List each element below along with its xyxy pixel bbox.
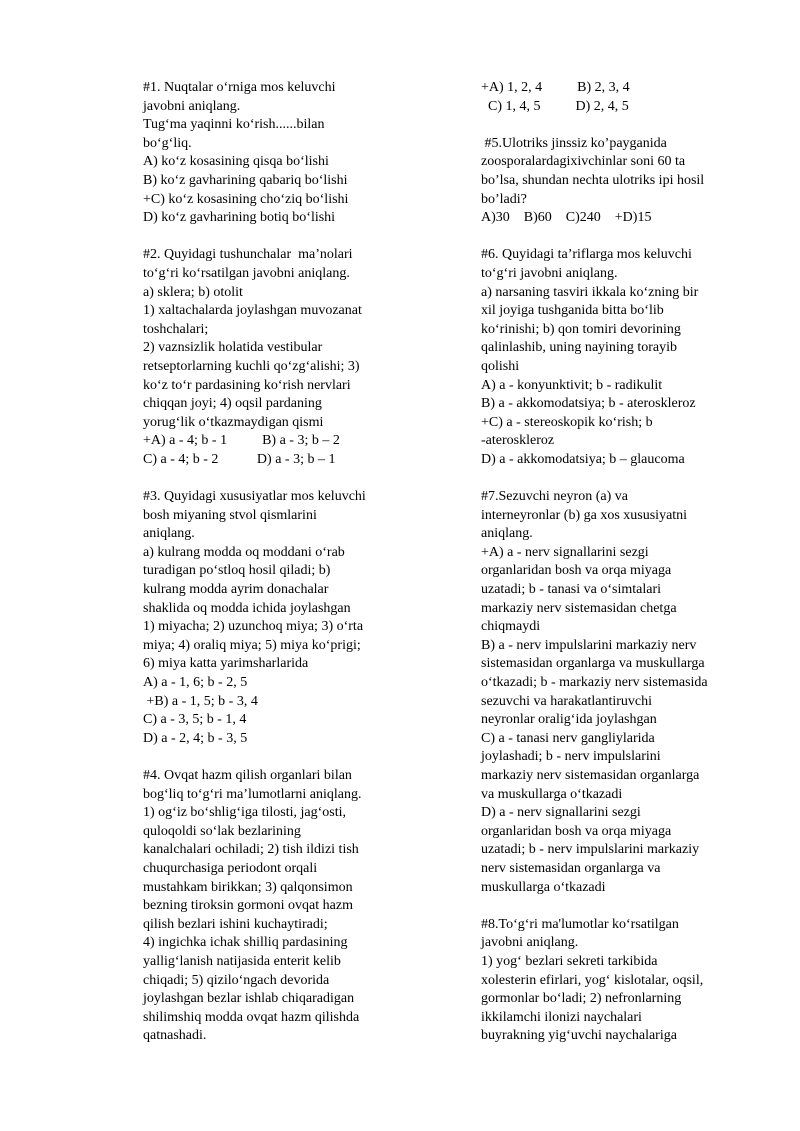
text-line: bezning tiroksin gormoni ovqat hazm: [143, 898, 353, 914]
text-line: #6. Quyidagi ta’riflarga mos keluvchi: [481, 247, 692, 263]
text-line: quloqoldi so‘lak bezlarining: [143, 823, 301, 839]
text-line: A) a - 1, 6; b - 2, 5: [143, 675, 248, 690]
paragraph-gap: [481, 116, 756, 135]
text-line: ko‘z to‘r pardasining ko‘rish nervlari: [143, 377, 351, 393]
text-line: qalinlashib, uning nayining torayib: [481, 340, 677, 356]
text-line: -ateroskleroz: [481, 433, 555, 449]
text-line: B) ko‘z gavharining qabariq bo‘lishi: [143, 172, 348, 188]
text-line: 2) vaznsizlik holatida vestibular: [143, 340, 323, 356]
text-line: B) a - akkomodatsiya; b - ateroskleroz: [481, 396, 696, 412]
paragraph-gap: [481, 469, 756, 488]
text-line: markaziy nerv sistemasidan chetga: [481, 600, 677, 616]
text-line: a) sklera; b) otolit: [143, 284, 243, 300]
text-line: sistemasidan organlarga va muskullarga: [481, 656, 705, 672]
right-column: [481, 79, 756, 1046]
text-line: D) a - 2, 4; b - 3, 5: [143, 730, 248, 746]
text-line: gormonlar bo‘ladi; 2) nefronlarning: [481, 991, 682, 1007]
paragraph-gap: [481, 228, 756, 247]
text-line: miya; 4) oraliq miya; 5) miya ko‘prigi;: [143, 637, 361, 653]
text-line: ikkilamchi ilonizi naychalari: [481, 1009, 642, 1025]
text-line: neyronlar oralig‘ida joylashgan: [481, 712, 657, 728]
text-line: nerv sistemasidan organlarga va: [481, 860, 661, 876]
text-line: markaziy nerv sistemasidan organlarga: [481, 767, 700, 783]
left-column: [143, 79, 433, 1046]
text-line: D) a - nerv signallarini sezgi: [481, 805, 641, 821]
text-line: uzatadi; b - nerv impulslarini markaziy: [481, 842, 700, 858]
text-line: organlaridan bosh va orqa miyaga: [481, 563, 672, 579]
text-line: #4. Ovqat hazm qilish organlari bilan: [143, 767, 352, 783]
text-line: a) kulrang modda oq moddani o‘rab: [143, 544, 345, 560]
text-line: D) a - akkomodatsiya; b – glaucoma: [481, 451, 685, 467]
text-line: joylashadi; b - nerv impulslarini: [481, 749, 661, 765]
text-line: joylashgan bezlar ishlab chiqaradigan: [143, 991, 355, 1007]
text-line: kulrang modda ayrim donachalar: [143, 582, 329, 598]
text-line: +C) ko‘z kosasining cho‘ziq bo‘lishi: [143, 191, 349, 207]
text-line: xolesterin efirlari, yog‘ kislotalar, oqsil,: [481, 972, 704, 988]
text-line: 1) yog‘ bezlari sekreti tarkibida: [481, 953, 658, 969]
text-line: sezuvchi va harakatlantiruvchi: [481, 693, 653, 709]
text-line: buyrakning yig‘uvchi naychalariga: [481, 1028, 677, 1044]
text-line: #2. Quyidagi tushunchalar ma’nolari: [143, 247, 353, 263]
text-line: kanalchalari ochiladi; 2) tish ildizi tish: [143, 842, 359, 858]
text-line: chiqmaydi: [481, 619, 541, 635]
text-line: xil joyiga tushganida bitta bo‘lib: [481, 303, 664, 319]
text-line: interneyronlar (b) ga xos xususiyatni: [481, 507, 688, 523]
text-line: yorug‘lik o‘tkazmaydigan qismi: [143, 414, 324, 430]
text-line: aniqlang.: [481, 526, 533, 542]
text-line: #7.Sezuvchi neyron (a) va: [481, 489, 628, 505]
text-line: bo’lsa, shundan nechta ulotriks ipi hosil: [481, 172, 705, 188]
text-line: +A) a - nerv signallarini sezgi: [481, 544, 649, 560]
text-line: D) ko‘z gavharining botiq bo‘lishi: [143, 210, 336, 226]
paragraph-gap: [481, 897, 756, 916]
text-line: bo‘g‘liq.: [143, 135, 192, 151]
text-line: #5.Ulotriks jinssiz ko’payganida: [481, 135, 667, 151]
text-line: muskullarga o‘tkazadi: [481, 879, 606, 895]
text-line: a) narsaning tasviri ikkala ko‘zning bir: [481, 284, 699, 300]
text-line: retseptorlarning kuchli qo‘zg‘alishi; 3): [143, 358, 360, 374]
text-line: 1) miyacha; 2) uzunchoq miya; 3) o‘rta: [143, 619, 364, 635]
text-line: 1) og‘iz bo‘shlig‘iga tilosti, jag‘osti,: [143, 805, 346, 821]
text-line: organlaridan bosh va orqa miyaga: [481, 823, 672, 839]
text-line: o‘tkazadi; b - markaziy nerv sistemasida: [481, 675, 708, 690]
text-line: #1. Nuqtalar o‘rniga mos keluvchi: [143, 80, 336, 95]
text-line: to‘g‘ri javobni aniqlang.: [481, 265, 618, 281]
text-line: turadigan po‘stloq hosil qiladi; b): [143, 563, 331, 579]
text-line: yallig‘lanish natijasida enterit kelib: [143, 953, 341, 969]
text-line: Tug‘ma yaqinni ko‘rish......bilan: [143, 117, 325, 133]
text-line: javobni aniqlang.: [481, 935, 579, 951]
text-line: qatnashadi.: [143, 1028, 207, 1044]
text-line: va muskullarga o‘tkazadi: [481, 786, 623, 802]
text-line: A) a - konyunktivit; b - radikulit: [481, 377, 663, 393]
text-line: chiqqan joyi; 4) oqsil pardaning: [143, 396, 322, 412]
text-line: #3. Quyidagi xususiyatlar mos keluvchi: [143, 489, 366, 505]
text-line: chuqurchasiga periodont orqali: [143, 860, 318, 876]
text-line: C) a - 3, 5; b - 1, 4: [143, 712, 247, 728]
text-line: +C) a - stereoskopik ko‘rish; b: [481, 414, 653, 430]
text-line: 6) miya katta yarimsharlarida: [143, 656, 309, 672]
text-line: C) 1, 4, 5 D) 2, 4, 5: [481, 98, 629, 114]
text-line: qilish bezlari ishini kuchaytiradi;: [143, 916, 328, 932]
text-line: bosh miyaning stvol qismlarini: [143, 507, 317, 523]
text-line: qolishi: [481, 358, 520, 374]
text-line: A)30 B)60 C)240 +D)15: [481, 210, 652, 226]
text-line: C) a - tanasi nerv gangliylarida: [481, 730, 655, 746]
text-line: 4) ingichka ichak shilliq pardasining: [143, 935, 348, 951]
paragraph-gap: [143, 748, 433, 767]
text-line: aniqlang.: [143, 526, 195, 542]
text-line: C) a - 4; b - 2 D) a - 3; b – 1: [143, 451, 336, 467]
text-line: to‘g‘ri ko‘rsatilgan javobni aniqlang.: [143, 265, 350, 281]
text-line: chiqadi; 5) qizilo‘ngach devorida: [143, 972, 330, 988]
paragraph-gap: [143, 228, 433, 247]
text-line: toshchalari;: [143, 321, 209, 337]
text-line: +B) a - 1, 5; b - 3, 4: [143, 693, 258, 709]
text-line: bog‘liq to‘g‘ri ma’lumotlarni aniqlang.: [143, 786, 362, 802]
text-line: uzatadi; b - tanasi va o‘simtalari: [481, 582, 661, 598]
text-line: +A) a - 4; b - 1 B) a - 3; b – 2: [143, 433, 340, 449]
text-line: zoosporalardagixivchinlar soni 60 ta: [481, 154, 686, 170]
text-line: mustahkam birikkan; 3) qalqonsimon: [143, 879, 353, 895]
text-line: #8.To‘g‘ri ma'lumotlar ko‘rsatilgan: [481, 916, 679, 932]
text-line: +A) 1, 2, 4 B) 2, 3, 4: [481, 80, 630, 95]
text-line: 1) xaltachalarda joylashgan muvozanat: [143, 303, 362, 319]
text-line: ko‘rinishi; b) qon tomiri devorining: [481, 321, 681, 337]
text-line: shaklida oq modda ichida joylashgan: [143, 600, 351, 616]
paragraph-gap: [143, 469, 433, 488]
text-line: B) a - nerv impulslarini markaziy nerv: [481, 637, 697, 653]
text-line: javobni aniqlang.: [143, 98, 241, 114]
text-line: bo’ladi?: [481, 191, 527, 207]
text-line: shilimshiq modda ovqat hazm qilishda: [143, 1009, 360, 1025]
text-line: A) ko‘z kosasining qisqa bo‘lishi: [143, 154, 329, 170]
